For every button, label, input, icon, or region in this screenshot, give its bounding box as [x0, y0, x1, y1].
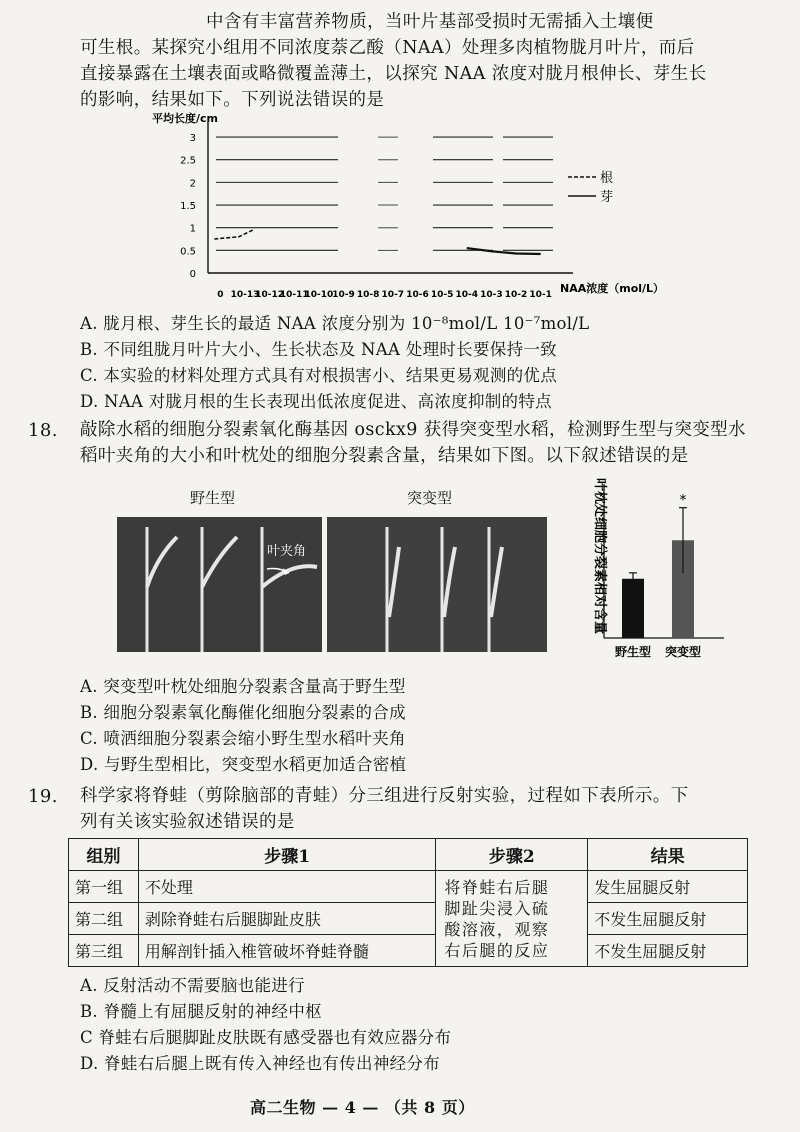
chart1-x-tick-label: 10-6: [406, 290, 429, 300]
chart1-x-tick-label: 10-8: [356, 290, 380, 300]
legend-bud-label: 芽: [600, 190, 614, 205]
chart1-y-tick-label: 0: [189, 269, 196, 280]
q19-option-b: B. 脊髓上有屈腿反射的神经中枢: [80, 1002, 322, 1021]
chart1-x-tick-label: 10-12: [255, 290, 285, 300]
header-step2: 步骤2: [436, 839, 588, 871]
q17-option-c: C. 本实验的材料处理方式具有对根损害小、结果更易观测的优点: [80, 366, 558, 385]
chart1-ylabel: 平均长度/cm: [152, 112, 218, 125]
chart1-gridlines: [216, 137, 553, 250]
q17-intro-line-2: 可生根。某探究小组用不同浓度萘乙酸（NAA）处理多肉植物胧月叶片，而后: [80, 38, 695, 58]
chart2-ylabel: 叶枕处细胞分裂素相对含量: [592, 478, 607, 635]
step2-line-4: 右后腿的反应: [444, 940, 550, 960]
step2-line-2: 脚趾尖浸入硫: [444, 898, 550, 918]
chart2-bar-野生型: [622, 579, 644, 638]
table-header-row: [69, 839, 748, 871]
legend-root-label: 根: [600, 171, 614, 186]
table-row: [69, 935, 748, 967]
q18-number: 18.: [28, 420, 58, 441]
chart1-root-series: [214, 230, 253, 239]
chart1-x-tick-label: 10-10: [304, 290, 334, 300]
q19-number: 19.: [28, 786, 58, 807]
chart1-y-tick-label: 2: [189, 178, 196, 190]
header-step1: 步骤1: [138, 839, 436, 871]
q19-stem-line-2: 列有关该实验叙述错误的是: [80, 812, 295, 832]
q18-option-c: C. 喷洒细胞分裂素会缩小野生型水稻叶夹角: [80, 729, 406, 748]
chart1-x-tick-label: 10-1: [529, 290, 552, 300]
chart1-x-tick-label: 10-13: [230, 290, 260, 300]
q17-option-b: B. 不同组胧月叶片大小、生长状态及 NAA 处理时长要保持一致: [80, 340, 557, 359]
q17-option-d: D. NAA 对胧月根的生长表现出低浓度促进、高浓度抑制的特点: [80, 392, 552, 411]
table-row: [69, 903, 748, 935]
chart2-significance-mark: *: [679, 492, 687, 509]
photo-label-wild: 野生型: [190, 489, 236, 507]
chart2-x-tick-label: 突变型: [664, 645, 702, 659]
naa-line-chart: [140, 110, 680, 310]
q19-stem-line-1: 科学家将脊蛙（剪除脑部的青蛙）分三组进行反射实验，过程如下表所示。下: [80, 786, 689, 806]
chart2-bars: [622, 493, 694, 638]
chart1-x-tick-label: 10-4: [455, 290, 479, 300]
q19-option-a: A. 反射活动不需要脑也能进行: [80, 976, 305, 995]
chart1-x-ticks: [217, 290, 552, 300]
step2-line-1: 将脊蛙右后腿: [444, 877, 550, 897]
q19-option-c: C 脊蛙右后腿脚趾皮肤既有感受器也有效应器分布: [80, 1028, 452, 1047]
q18-stem-line-1: 敲除水稻的细胞分裂素氧化酶基因 osckx9 获得突变型水稻，检测野生型与突变型水: [80, 420, 746, 440]
chart1-y-tick-label: 3: [189, 133, 196, 145]
cell-group: 第三组: [69, 935, 139, 967]
photo-label-angle: 叶夹角: [267, 544, 307, 559]
header-group: 组别: [69, 839, 139, 871]
q18-stem-line-2: 稻叶夹角的大小和叶枕处的细胞分裂素含量，结果如下图。以下叙述错误的是: [80, 446, 689, 466]
q17-intro-line-1: 中含有丰富营养物质，当叶片基部受损时无需插入土壤便: [206, 12, 654, 32]
cell-result: 不发生屈腿反射: [588, 935, 748, 967]
cell-step1: 剥除脊蛙右后腿脚趾皮肤: [138, 903, 436, 935]
chart1-y-tick-label: 1.5: [180, 201, 196, 213]
step2-line-3: 酸溶液，观察: [444, 919, 550, 939]
chart1-y-ticks: [180, 133, 196, 280]
chart1-y-tick-label: 0.5: [180, 246, 196, 258]
page-footer: 高二生物 — 4 — （共 8 页）: [250, 1098, 475, 1117]
chart1-xlabel: NAA浓度（mol/L）: [560, 282, 665, 295]
chart1-x-tick-label: 10-11: [279, 290, 309, 300]
mutant-photo-panel: [327, 517, 547, 652]
q18-option-a: A. 突变型叶枕处细胞分裂素含量高于野生型: [80, 677, 406, 696]
chart1-root-series-tail: [467, 248, 541, 254]
q18-option-b: B. 细胞分裂素氧化酶催化细胞分裂素的合成: [80, 703, 406, 722]
chart1-x-tick-label: 10-9: [332, 290, 355, 300]
photo-label-mutant: 突变型: [407, 489, 453, 507]
q17-option-a: A. 胧月根、芽生长的最适 NAA 浓度分别为 10⁻⁸mol/L 10⁻⁷mol/L: [80, 314, 590, 333]
rice-leaf-photo: [117, 517, 547, 652]
cell-step1: 不处理: [138, 871, 436, 903]
cell-step1: 用解剖针插入椎管破坏脊蛙脊髓: [138, 935, 436, 967]
cell-result: 不发生屈腿反射: [588, 903, 748, 935]
chart1-x-tick-label: 10-3: [480, 290, 503, 300]
chart1-x-tick-label: 10-2: [504, 290, 528, 300]
chart1-x-tick-label: 10-5: [430, 290, 454, 300]
q17-intro-line-4: 的影响，结果如下。下列说法错误的是: [80, 90, 385, 110]
q17-intro-line-3: 直接暴露在土壤表面或略微覆盖薄土，以探究 NAA 浓度对胧月根伸长、芽生长: [80, 64, 707, 84]
cell-step2: [436, 871, 588, 967]
cell-group: 第一组: [69, 871, 139, 903]
chart1-y-tick-label: 2.5: [180, 155, 196, 167]
chart1-legend: [568, 170, 613, 205]
cytokinin-bar-chart: [572, 470, 732, 665]
chart1-x-tick-label: 10-7: [381, 290, 405, 300]
chart1-x-tick-label: 0: [217, 290, 224, 300]
experiment-table: [68, 838, 748, 967]
chart2-x-tick-label: 野生型: [614, 645, 652, 659]
q19-option-d: D. 脊蛙右后腿上既有传入神经也有传出神经分布: [80, 1054, 441, 1073]
cell-group: 第二组: [69, 903, 139, 935]
header-result: 结果: [588, 839, 748, 871]
q18-option-d: D. 与野生型相比，突变型水稻更加适合密植: [80, 755, 407, 774]
cell-result: 发生屈腿反射: [588, 871, 748, 903]
chart1-y-tick-label: 1: [189, 223, 196, 235]
table-row: [69, 871, 748, 903]
chart2-x-ticks: [615, 644, 701, 659]
